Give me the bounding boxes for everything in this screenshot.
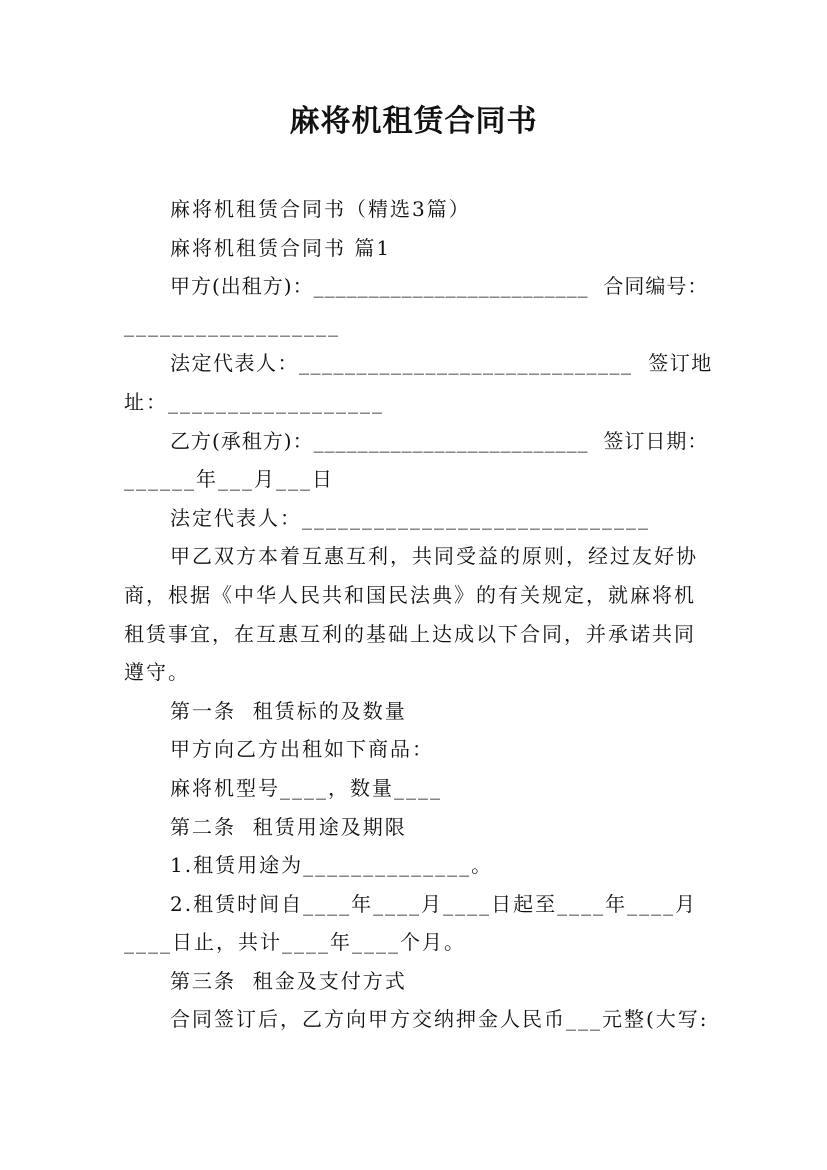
text-line: ____日止，共计____年____个月。 xyxy=(124,930,466,955)
text-line: 遵守。 xyxy=(124,660,190,685)
text-line: 合同签订后，乙方向甲方交纳押金人民币___元整(大写: xyxy=(170,1007,709,1032)
text-line: 甲方(出租方)：_________________________ 合同编号： xyxy=(170,274,709,299)
text-line: 址：__________________ xyxy=(124,389,384,414)
text-line: 2.租赁时间自____年____月____日起至____年____月 xyxy=(170,891,698,916)
text-line: 甲方向乙方出租如下商品： xyxy=(170,737,434,762)
text-line: 1.租赁用途为______________。 xyxy=(170,853,494,878)
text-line: 法定代表人：_____________________________ xyxy=(170,505,650,530)
text-line: ______年___月___日 xyxy=(124,467,334,492)
text-line: 甲乙双方本着互惠互利，共同受益的原则，经过友好协 xyxy=(170,544,698,569)
text-line: __________________ xyxy=(124,312,340,337)
text-line: 法定代表人：_____________________________ 签订地 xyxy=(170,351,713,376)
document-title: 麻将机租赁合同书 xyxy=(289,104,538,139)
text-line: 乙方(承租方)：_________________________ 签订日期： xyxy=(170,428,709,453)
text-line: 麻将机租赁合同书（精选3篇） xyxy=(170,197,471,221)
document-body xyxy=(124,190,714,1039)
text-line: 租赁事宜，在互惠互利的基础上达成以下合同，并承诺共同 xyxy=(124,621,696,646)
article-heading: 第一条 租赁标的及数量 xyxy=(170,698,407,723)
text-line: 麻将机型号____，数量____ xyxy=(170,775,442,800)
text-line: 商，根据《中华人民共和国民法典》的有关规定，就麻将机 xyxy=(124,582,696,607)
text-line: 麻将机租赁合同书 篇1 xyxy=(170,235,392,260)
article-heading: 第二条 租赁用途及期限 xyxy=(170,814,407,839)
article-heading: 第三条 租金及支付方式 xyxy=(170,968,407,993)
